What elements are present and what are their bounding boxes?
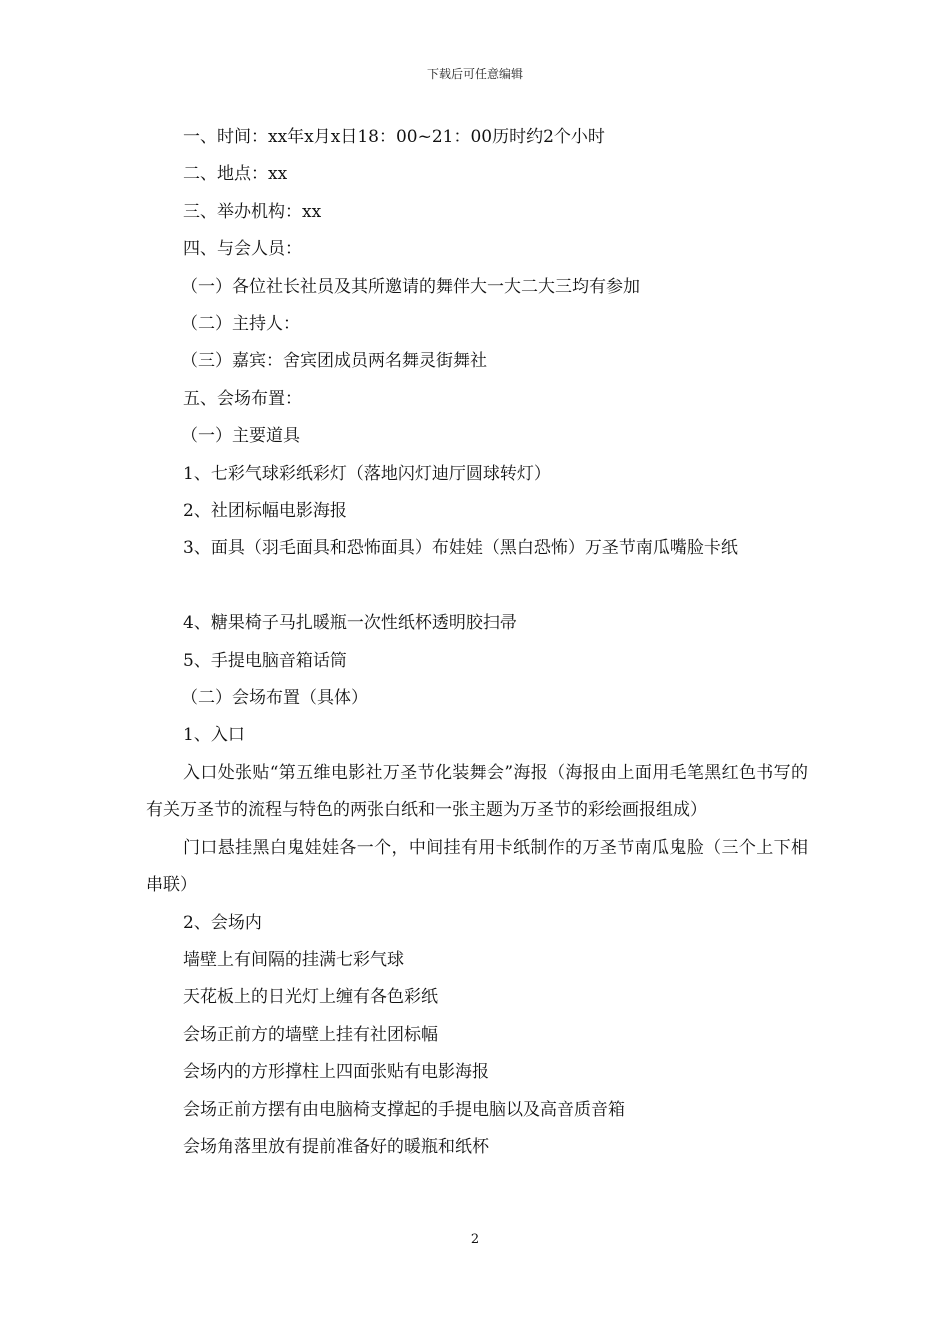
attendees-host: （二）主持人： [181, 314, 300, 335]
venue-item-cups: 会场角落里放有提前准备好的暖瓶和纸杯 [183, 1136, 489, 1157]
document-body [146, 119, 808, 1166]
paragraph-door-decoration: 门口悬挂黑白鬼娃娃各一个，中间挂有用卡纸制作的万圣节南瓜鬼脸（三个上下相串联） [146, 837, 808, 896]
props-item-3: 3、面具（羽毛面具和恐怖面具）布娃娃（黑白恐怖）万圣节南瓜嘴脸卡纸 [183, 538, 738, 559]
venue-item-ceiling: 天花板上的日光灯上缠有各色彩纸 [183, 987, 438, 1008]
section-organizer: 三、举办机构：xx [183, 201, 322, 222]
section-attendees: 四、与会人员： [183, 239, 302, 260]
props-item-1: 1、七彩气球彩纸彩灯（落地闪灯迪厅圆球转灯） [183, 463, 551, 484]
blank-line [146, 568, 808, 605]
paragraph-entrance-poster: 入口处张贴“第五维电影社万圣节化装舞会”海报（海报由上面用毛笔黑红色书写的有关万圣节的流程与特色的两张白纸和一张主题为万圣节的彩绘画报组成） [146, 762, 808, 821]
subsection-venue-detail: （二）会场布置（具体） [181, 688, 368, 709]
props-item-5: 5、手提电脑音箱话筒 [183, 650, 347, 671]
page-header-note: 下载后可任意编辑 [426, 67, 523, 81]
venue-entrance-heading: 1、入口 [183, 725, 245, 746]
venue-item-posters: 会场内的方形撑柱上四面张贴有电影海报 [183, 1062, 489, 1083]
venue-item-balloons: 墙壁上有间隔的挂满七彩气球 [183, 949, 404, 970]
section-venue-setup: 五、会场布置： [183, 388, 302, 409]
attendees-members: （一）各位社长社员及其所邀请的舞伴大一大二大三均有参加 [181, 276, 640, 297]
venue-inside-heading: 2、会场内 [183, 912, 262, 933]
page-number: 2 [470, 1232, 480, 1247]
props-item-2: 2、社团标幅电影海报 [183, 501, 347, 522]
section-location: 二、地点：xx [183, 164, 288, 185]
section-time: 一、时间：xx年x月x日18：00~21：00历时约2个小时 [183, 127, 605, 147]
props-item-4: 4、糖果椅子马扎暖瓶一次性纸杯透明胶扫帚 [183, 613, 517, 634]
attendees-guests: （三）嘉宾：舍宾团成员两名舞灵街舞社 [181, 351, 487, 372]
venue-item-banner: 会场正前方的墙壁上挂有社团标幅 [183, 1024, 438, 1045]
subsection-props: （一）主要道具 [181, 426, 300, 447]
venue-item-laptop: 会场正前方摆有由电脑椅支撑起的手提电脑以及高音质音箱 [183, 1099, 625, 1120]
